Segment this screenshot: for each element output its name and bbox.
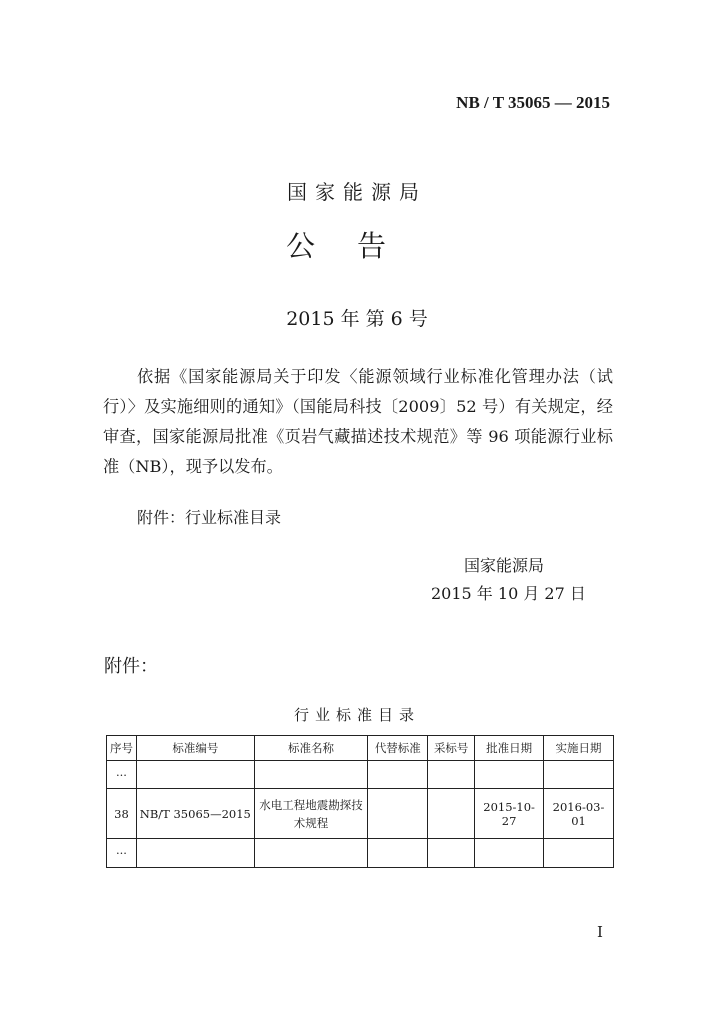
header-seq: 序号 [107, 736, 137, 761]
signature-org: 国家能源局 [464, 556, 545, 575]
page-number: I [597, 923, 603, 941]
header-code: 标准编号 [136, 736, 254, 761]
cell-name [254, 839, 368, 868]
cell-seq: ··· [107, 761, 137, 789]
cell-seq: 38 [107, 789, 137, 839]
cell-adopted [428, 761, 475, 789]
cell-approved [475, 761, 544, 789]
cell-effective: 2016-03-01 [544, 789, 614, 839]
cell-replaces [368, 789, 428, 839]
cell-approved: 2015-10-27 [475, 789, 544, 839]
cell-name: 水电工程地震勘探技术规程 [254, 789, 368, 839]
cell-code [136, 761, 254, 789]
cell-approved [475, 839, 544, 868]
header-replaces: 代替标准 [368, 736, 428, 761]
attachment-label: 附件： [104, 656, 158, 677]
cell-adopted [428, 789, 475, 839]
cell-code [136, 839, 254, 868]
table-header-row [107, 736, 614, 761]
header-name: 标准名称 [254, 736, 368, 761]
header-adopted: 采标号 [428, 736, 475, 761]
notice-issuer: 国家能源局 [287, 180, 427, 204]
cell-code: NB/T 35065—2015 [136, 789, 254, 839]
cell-effective [544, 839, 614, 868]
table-row [107, 839, 614, 868]
standard-code: NB / T 35065 — 2015 [456, 93, 610, 112]
attachment-line: 附件：行业标准目录 [137, 508, 282, 527]
catalog-title: 行业标准目录 [293, 706, 420, 724]
cell-adopted [428, 839, 475, 868]
header-approved: 批准日期 [475, 736, 544, 761]
cell-seq: ··· [107, 839, 137, 868]
cell-effective [544, 761, 614, 789]
table-row [107, 761, 614, 789]
notice-title: 公告 [285, 229, 428, 263]
cell-replaces [368, 761, 428, 789]
signature-date: 2015 年 10 月 27 日 [431, 584, 586, 603]
cell-name [254, 761, 368, 789]
table-row [107, 789, 614, 839]
cell-replaces [368, 839, 428, 868]
standards-table [106, 735, 614, 868]
header-effective: 实施日期 [544, 736, 614, 761]
notice-number: 2015 年 第 6 号 [286, 308, 428, 330]
notice-body: 依据《国家能源局关于印发〈能源领域行业标准化管理办法（试行）〉及实施细则的通知》（国能局科技〔2009〕52 号）有关规定，经审查，国家能源局批准《页岩气藏描述技术规范》等 96 项能源行业标准（NB），现予以发布。 [103, 367, 613, 476]
